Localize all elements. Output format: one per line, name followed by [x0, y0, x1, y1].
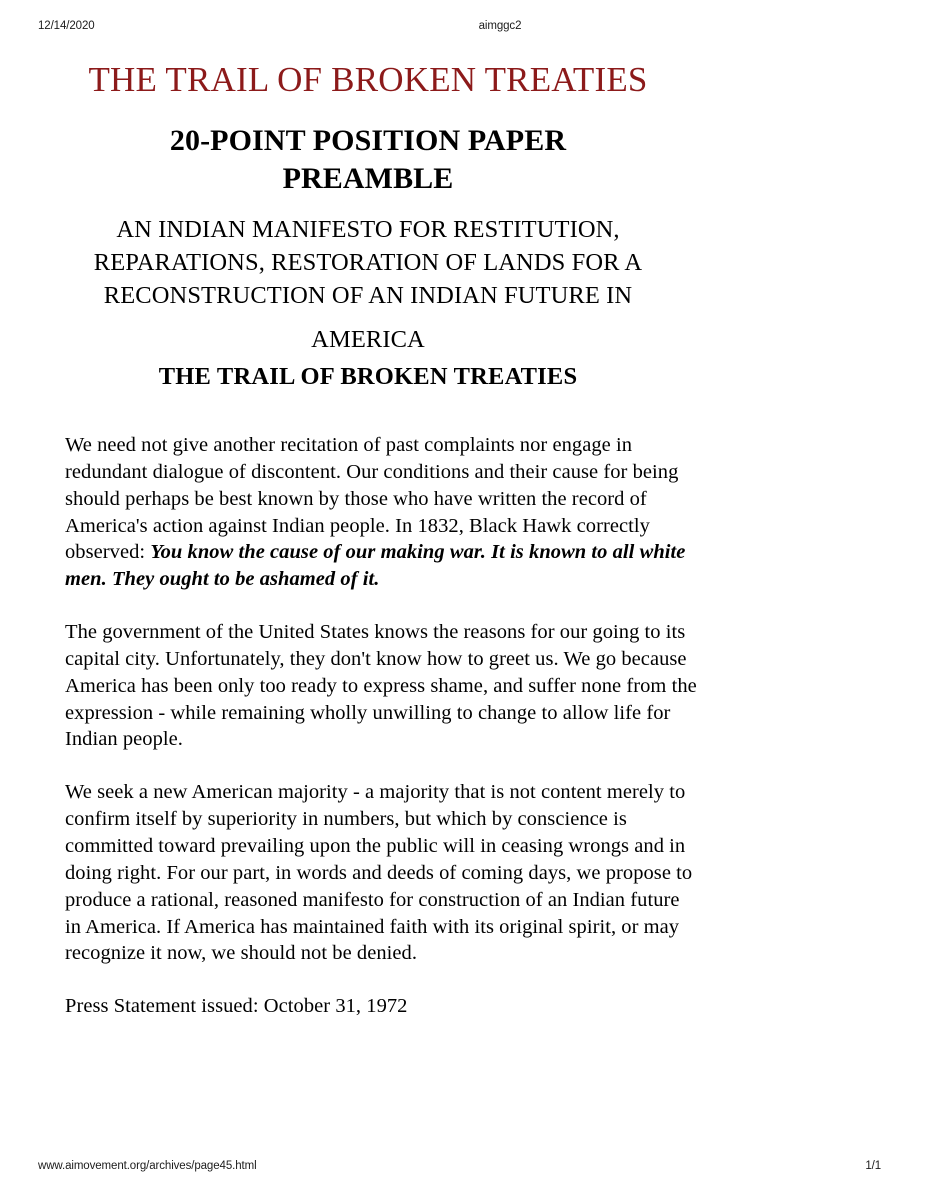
- body-copy: [65, 432, 699, 1020]
- manifesto-line-2: REPARATIONS, RESTORATION OF LANDS FOR A: [93, 248, 643, 276]
- paragraph-1-text: We need not give another recitation of past complaints nor engage in redundant dialogue of discontent. Our conditions and their cause for being should perhaps be best known by those who have written the record of America's action against Indian people. In 1832, Black Hawk correctly observed:: [65, 434, 679, 564]
- paragraph-1: [65, 432, 699, 593]
- paragraph-3: We seek a new American majority - a majority that is not content merely to confirm itself by superiority in numbers, but which by conscience is committed toward prevailing upon the public will in ceasing wrongs and in doing right. For our part, in words and deeds of coming days, we propose to produce a rational, reasoned manifesto for construction of an Indian future in America. If America has maintained faith with its original spirit, or may recognize it now, we should not be denied.: [65, 781, 693, 965]
- title-block: [63, 62, 673, 393]
- print-footer-page-number: 1/1: [865, 1160, 881, 1172]
- print-footer-url: www.aimovement.org/archives/page45.html: [38, 1160, 257, 1172]
- black-hawk-quote: You know the cause of our making war. It is known to all white men. They ought to be ashamed of it.: [65, 541, 686, 591]
- manifesto-line-3: RECONSTRUCTION OF AN INDIAN FUTURE IN: [103, 282, 633, 310]
- print-header-doc-id: aimggc2: [478, 20, 522, 32]
- manifesto-subtitle: [63, 199, 673, 357]
- manifesto-line-1: AN INDIAN MANIFESTO FOR RESTITUTION,: [116, 215, 620, 243]
- print-header: [0, 20, 927, 36]
- page-title: THE TRAIL OF BROKEN TREATIES: [88, 60, 648, 99]
- paper-title: [63, 99, 673, 199]
- sub-banner: THE TRAIL OF BROKEN TREATIES: [158, 362, 578, 390]
- print-footer: [0, 1160, 927, 1176]
- press-statement: Press Statement issued: October 31, 1972: [65, 995, 408, 1018]
- manifesto-line-4: AMERICA: [311, 326, 425, 354]
- paper-title-line-2: PREAMBLE: [282, 162, 454, 196]
- paper-title-line-1: 20-POINT POSITION PAPER: [169, 123, 567, 157]
- print-header-date: 12/14/2020: [38, 20, 95, 32]
- paragraph-2: The government of the United States knows the reasons for our going to its capital city. Unfortunately, they don't know how to greet us. We go because America has been only too ready to express shame, and suffer none from the expression - while remaining wholly unwilling to change to allow life for Indian people.: [65, 621, 697, 751]
